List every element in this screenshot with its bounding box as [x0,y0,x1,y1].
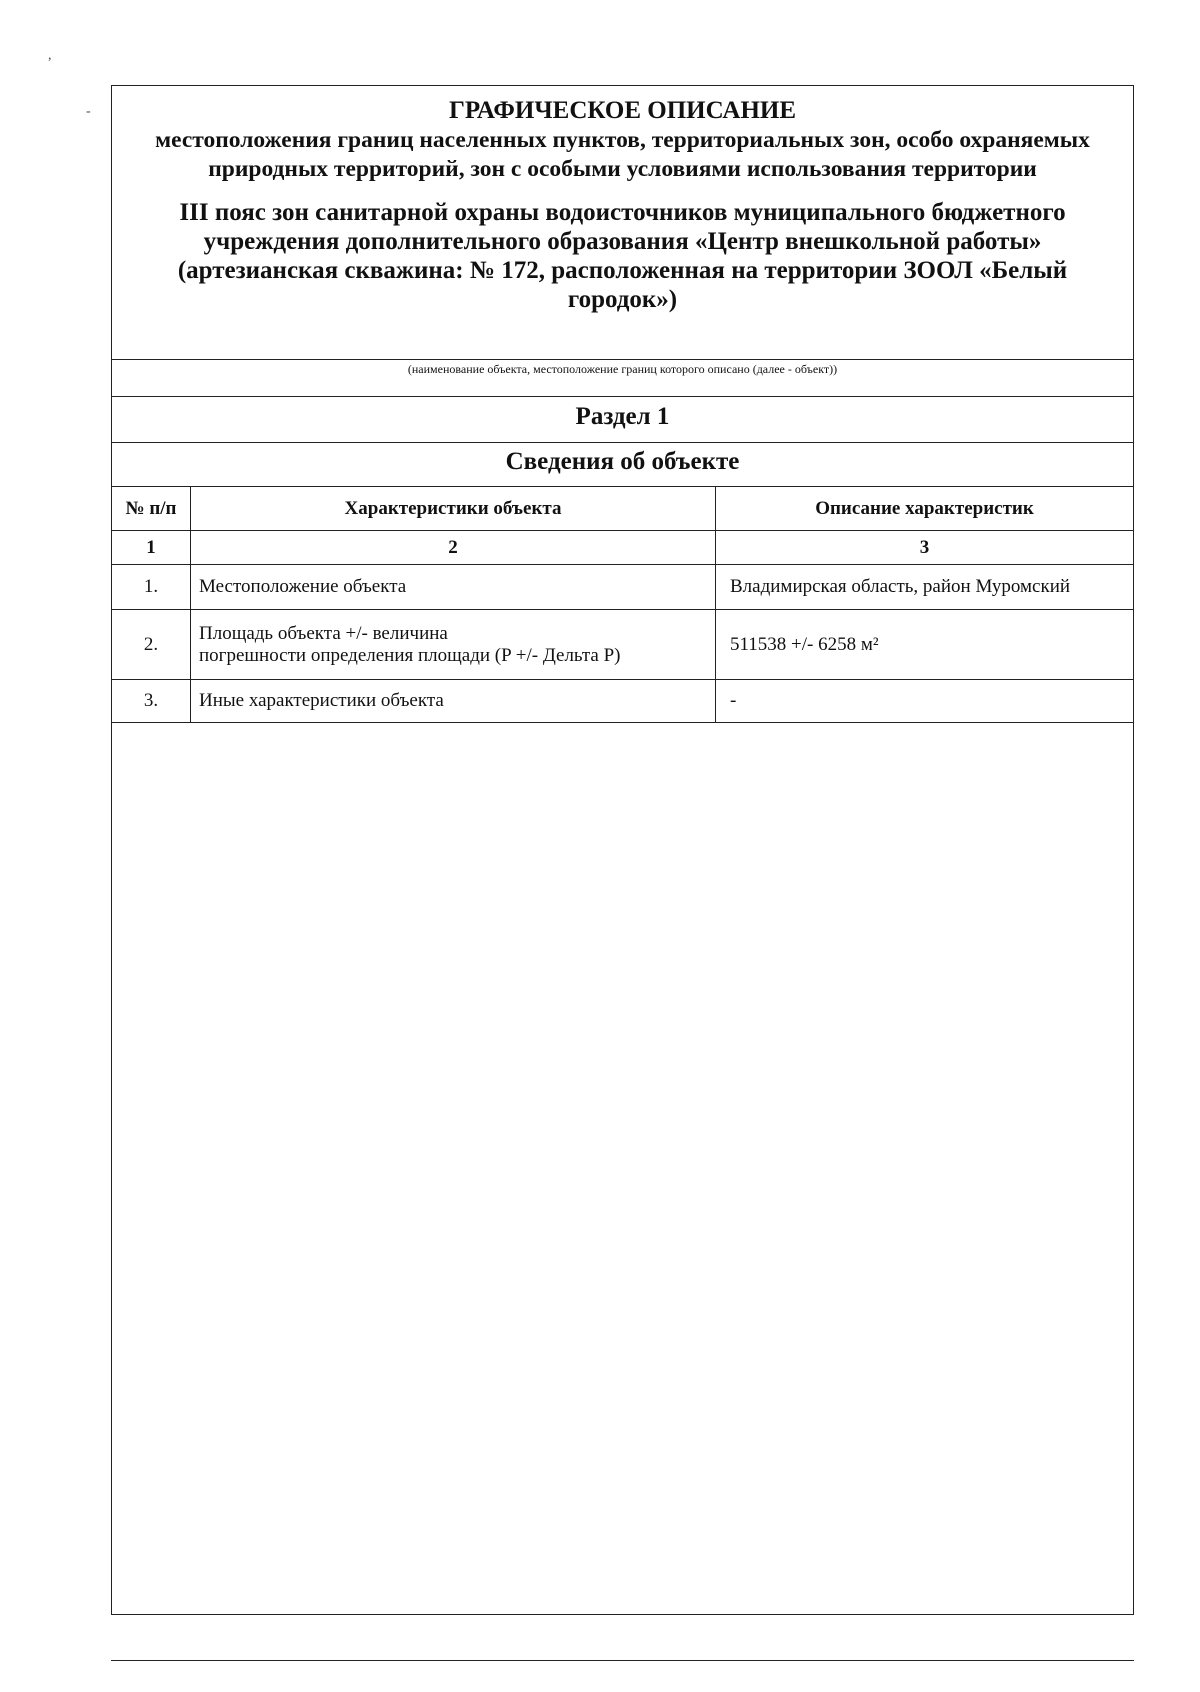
column-number: 3 [716,531,1134,565]
column-number: 1 [112,531,191,565]
object-name: III пояс зон санитарной охраны водоисточников муниципального бюджетного учреждения дополнительного образования «Центр внешкольной работы» (артезианская скважина: № 172, расположенная на территории ЗООЛ «Белый городок») [177,199,1068,313]
object-name-underline [112,359,1133,360]
row-characteristic [191,610,716,680]
title-block [112,96,1133,314]
document-title: ГРАФИЧЕСКОЕ ОПИСАНИЕ [448,97,797,124]
row-description: 511538 +/- 6258 м² [716,610,1134,680]
row-characteristic: Местоположение объекта [191,565,716,610]
table-header-row [112,487,1134,531]
scan-mark: - [86,104,91,119]
document-frame [111,85,1134,1615]
divider [112,442,1133,443]
object-info-table [111,486,1134,723]
row-number: 1. [112,565,191,610]
column-header: Характеристики объекта [191,487,716,531]
table-row [112,565,1134,610]
bottom-border-line [111,1660,1134,1661]
row-characteristic-line: погрешности определения площади (P +/- Дельта P) [199,644,621,666]
section-title: Раздел 1 [575,403,670,430]
column-header: № п/п [112,487,191,531]
row-description: - [716,680,1134,723]
row-characteristic: Иные характеристики объекта [191,680,716,723]
row-number: 2. [112,610,191,680]
column-header: Описание характеристик [716,487,1134,531]
row-characteristic-line: Площадь объекта +/- величина [199,622,448,644]
column-number: 2 [191,531,716,565]
row-description: Владимирская область, район Муромский [716,565,1134,610]
table-row [112,680,1134,723]
divider [112,396,1133,397]
table-row [112,610,1134,680]
column-number-row [112,531,1134,565]
document-subtitle: местоположения границ населенных пунктов, территориальных зон, особо охраняемых природных территорий, зон с особыми условиями использования территории [155,127,1090,182]
section-heading: Сведения об объекте [505,448,740,475]
row-number: 3. [112,680,191,723]
scan-mark: , [48,48,52,63]
object-name-caption: (наименование объекта, местоположение границ которого описано (далее - объект)) [407,362,838,376]
